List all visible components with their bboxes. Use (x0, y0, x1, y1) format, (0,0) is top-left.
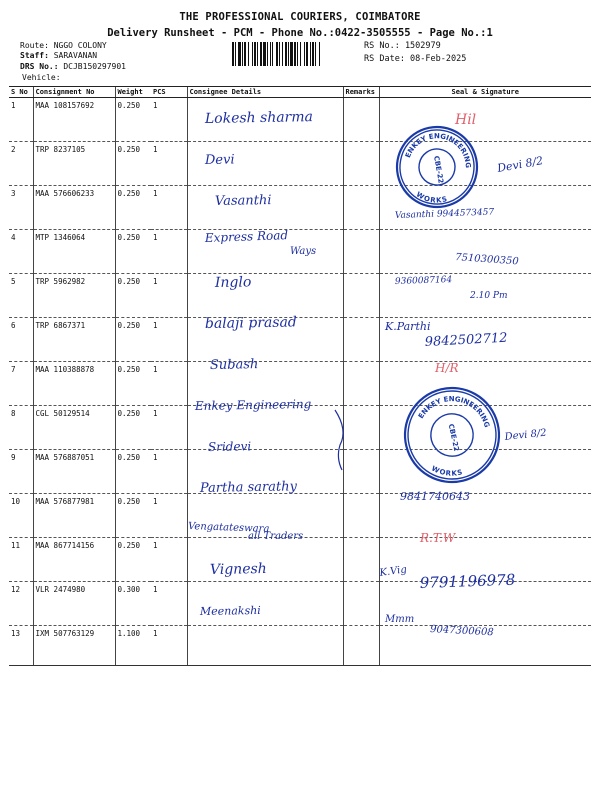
table-row (9, 362, 591, 406)
signature: 9841740643 (400, 490, 470, 503)
cell-consignee (187, 230, 343, 274)
cell-seal (379, 582, 591, 626)
cell-sno: 8 (9, 406, 33, 450)
cell-remarks (343, 450, 379, 494)
cell-remarks (343, 142, 379, 186)
consignee-handwriting: balaji prasad (204, 314, 297, 332)
cell-consignment: TRP 5962982 (33, 274, 115, 318)
cell-seal (379, 142, 591, 186)
drs-number: DCJB150297901 (63, 62, 126, 71)
cell-sno: 6 (9, 318, 33, 362)
svg-text:WORKS: WORKS (414, 190, 448, 205)
cell-consignment: MAA 108157692 (33, 98, 115, 142)
cell-seal (379, 318, 591, 362)
cell-pcs: 1 (151, 274, 187, 318)
cell-sno: 12 (9, 582, 33, 626)
cell-weight: 0.250 (115, 186, 151, 230)
cell-pcs: 1 (151, 582, 187, 626)
col-pcs: PCS (151, 87, 187, 98)
cell-sno: 1 (9, 98, 33, 142)
cell-sno: 5 (9, 274, 33, 318)
cell-seal (379, 186, 591, 230)
cell-remarks (343, 274, 379, 318)
cell-pcs: 1 (151, 98, 187, 142)
consignee-handwriting: Ways (290, 246, 317, 257)
cell-sno: 4 (9, 230, 33, 274)
cell-consignee (187, 318, 343, 362)
cell-consignment: MAA 576877981 (33, 494, 115, 538)
signature: 7510300350 (454, 252, 520, 268)
cell-seal (379, 494, 591, 538)
cell-sno: 2 (9, 142, 33, 186)
cell-remarks (343, 186, 379, 230)
cell-consignee (187, 186, 343, 230)
drs-line (20, 62, 126, 71)
staff-line (20, 51, 97, 60)
table-row (9, 318, 591, 362)
barcode (232, 42, 354, 66)
cell-seal (379, 230, 591, 274)
cell-consignment: TRP 8237105 (33, 142, 115, 186)
route-label: Route: NGGO COLONY (20, 41, 107, 50)
staff-label: Staff: (20, 51, 49, 60)
cell-remarks (343, 538, 379, 582)
signature: 9047300608 (429, 624, 494, 639)
cell-weight: 0.250 (115, 230, 151, 274)
cell-consignment: MAA 867714156 (33, 538, 115, 582)
cell-pcs: 1 (151, 406, 187, 450)
consignee-handwriting: Devi (204, 152, 235, 168)
stamp-center-text: CBE-22 (432, 155, 445, 185)
table-row (9, 406, 591, 450)
svg-text:ENKEY ENGINEERING: ENKEY ENGINEERING (403, 132, 472, 169)
consignee-handwriting: Enkey Engineering (194, 396, 312, 413)
table-row (9, 186, 591, 230)
col-consignee: Consignee Details (187, 87, 343, 98)
cell-pcs: 1 (151, 494, 187, 538)
signature: Vasanthi 9944573457 (394, 207, 495, 221)
cell-weight: 0.250 (115, 406, 151, 450)
cell-consignment: MAA 110388878 (33, 362, 115, 406)
cell-weight: 0.250 (115, 450, 151, 494)
cell-pcs: 1 (151, 450, 187, 494)
cell-sno: 10 (9, 494, 33, 538)
consignee-handwriting: Sridevi (207, 439, 252, 454)
cell-sno: 9 (9, 450, 33, 494)
cell-sno: 3 (9, 186, 33, 230)
cell-consignee (187, 142, 343, 186)
company-title: THE PROFESSIONAL COURIERS, COIMBATORE (179, 11, 421, 23)
cell-seal (379, 406, 591, 453)
cell-seal (379, 626, 591, 666)
signature: K.Vig (378, 564, 408, 579)
cell-pcs: 1 (151, 318, 187, 362)
table-row (9, 98, 591, 142)
signature: 9360087164 (394, 275, 453, 287)
drs-label: DRS No.: (20, 62, 59, 71)
cell-sno: 13 (9, 626, 33, 666)
cell-seal (379, 538, 591, 582)
consignee-handwriting: Subash (209, 357, 259, 373)
col-consignment: Consignment No (33, 87, 115, 98)
table-row (9, 494, 591, 538)
svg-text:ENKEY ENGINEERING: ENKEY ENGINEERING (416, 395, 491, 429)
signature: H/R (435, 361, 459, 375)
staff-name: SARAVANAN (53, 51, 98, 60)
signature: Devi 8/2 (504, 427, 548, 443)
cell-consignee (187, 274, 343, 318)
cell-pcs: 1 (151, 538, 187, 582)
cell-remarks (343, 406, 379, 450)
cell-sno: 7 (9, 362, 33, 406)
cell-remarks (343, 362, 379, 406)
cell-pcs: 1 (151, 142, 187, 186)
cell-remarks (343, 494, 379, 538)
table-row (9, 626, 591, 666)
cell-remarks (343, 626, 379, 666)
rs-date: RS Date: 08-Feb-2025 (364, 54, 467, 64)
table-header-row (9, 87, 591, 98)
cell-pcs: 1 (151, 230, 187, 274)
cell-seal (379, 450, 591, 494)
consignee-handwriting: Inglo (214, 274, 252, 291)
col-remarks: Remarks (343, 87, 379, 98)
consignee-handwriting: Vignesh (209, 561, 267, 578)
signature: 9842502712 (424, 330, 508, 350)
cell-consignee (187, 626, 343, 666)
cell-weight: 0.250 (115, 318, 151, 362)
cell-consignee (187, 362, 343, 406)
cell-consignment: MAA 576887051 (33, 450, 115, 494)
table-row (9, 142, 591, 186)
runsheet-table (9, 86, 591, 666)
cell-sno: 11 (9, 538, 33, 582)
table-row (9, 230, 591, 274)
cell-pcs: 1 (151, 362, 187, 406)
cell-remarks (343, 582, 379, 626)
signature: Mmm (385, 614, 415, 625)
consignee-handwriting: Express Road (204, 228, 289, 245)
consignee-handwriting: all Traders (248, 531, 304, 542)
cell-seal (379, 362, 591, 406)
cell-consignment: TRP 6867371 (33, 318, 115, 362)
cell-consignment: CGL 50129514 (33, 406, 115, 450)
consignee-handwriting: Meenakshi (199, 603, 261, 618)
cell-seal (379, 98, 591, 142)
cell-weight: 0.300 (115, 582, 151, 626)
cell-weight: 0.250 (115, 538, 151, 582)
table-row (9, 450, 591, 494)
col-seal: Seal & Signature (379, 87, 591, 98)
cell-remarks (343, 230, 379, 274)
cell-consignment: VLR 2474980 (33, 582, 115, 626)
signature: 9791196978 (419, 570, 516, 592)
stamp-center-text: CBE-22 (446, 423, 461, 453)
cell-consignee (187, 582, 343, 626)
table-row (9, 582, 591, 626)
cell-weight: 0.250 (115, 142, 151, 186)
cell-consignee (187, 450, 343, 494)
consignee-handwriting: Partha sarathy (199, 479, 297, 496)
cell-weight: 0.250 (115, 98, 151, 142)
table-row (9, 274, 591, 318)
runsheet-subtitle: Delivery Runsheet - PCM - Phone No.:0422-3505555 - Page No.:1 (107, 27, 493, 39)
svg-text:WORKS: WORKS (430, 464, 464, 478)
signature: K.Parthi (385, 320, 431, 333)
col-sno: S No (9, 87, 33, 98)
consignee-handwriting: Lokesh sharma (204, 109, 314, 127)
cell-weight: 0.250 (115, 362, 151, 406)
cell-consignee (187, 538, 343, 582)
cell-weight: 0.250 (115, 274, 151, 318)
signature: 2.10 Pm (470, 291, 508, 301)
cell-seal (379, 274, 591, 318)
cell-consignee (187, 98, 343, 142)
cell-consignee (187, 494, 343, 538)
signature: Hil (455, 112, 477, 128)
rs-number: RS No.: 1502979 (364, 41, 441, 51)
cell-weight: 1.100 (115, 626, 151, 666)
cell-consignment: MTP 1346064 (33, 230, 115, 274)
consignee-handwriting: Vengatateswara (187, 521, 270, 535)
col-weight: Weight (115, 87, 151, 98)
cell-consignee (187, 406, 343, 450)
table-row (9, 538, 591, 582)
cell-weight: 0.250 (115, 494, 151, 538)
vehicle-label: Vehicle: (22, 73, 61, 82)
cell-pcs: 1 (151, 626, 187, 666)
cell-consignment: MAA 576606233 (33, 186, 115, 230)
signature: Devi 8/2 (496, 154, 545, 175)
cell-remarks (343, 318, 379, 362)
cell-remarks (343, 98, 379, 142)
cell-consignment: IXM 507763129 (33, 626, 115, 666)
consignee-handwriting: Vasanthi (214, 193, 272, 209)
cell-pcs: 1 (151, 186, 187, 230)
signature: R.T.W (420, 531, 456, 545)
